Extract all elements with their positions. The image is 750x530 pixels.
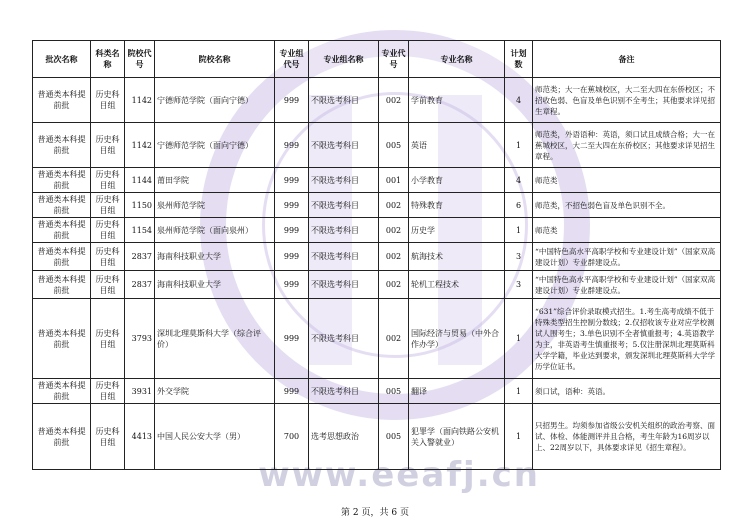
cell-subject-category: 历史科目组 xyxy=(91,123,125,168)
cell-school-code: 2837 xyxy=(125,271,155,299)
cell-notes: 师范类；大一在蕉城校区，大二至大四在东侨校区；不招收色弱、色盲及单色识别不全考生；其他要求详见招生章程。 xyxy=(533,78,721,123)
cell-batch: 普通类本科提前批 xyxy=(33,243,91,271)
cell-major-code: 005 xyxy=(379,123,409,168)
cell-group-code: 999 xyxy=(275,193,309,218)
cell-notes: “631”综合评价录取模式招生。1.考生高考成绩不低于特殊类型招生控制分数线；2.仅招收该专业对应学校测试人围考生；3.单色识别不全者慎重报考；4.英语教学为主，非英语考生慎重报考；5.仅注册深圳北理莫斯科大学学籍，毕业达到要求，颁发深圳北理莫斯科大学学历学位证书。 xyxy=(533,299,721,379)
cell-major-name: 英语 xyxy=(409,123,505,168)
cell-subject-category: 历史科目组 xyxy=(91,243,125,271)
cell-subject-category: 历史科目组 xyxy=(91,168,125,193)
header-school-code: 院校代号 xyxy=(125,41,155,78)
cell-plan-count: 3 xyxy=(505,271,533,299)
cell-batch: 普通类本科提前批 xyxy=(33,78,91,123)
header-notes: 备注 xyxy=(533,41,721,78)
cell-group-name: 选考思想政治 xyxy=(309,404,379,470)
cell-group-code: 999 xyxy=(275,243,309,271)
header-plan-count: 计划数 xyxy=(505,41,533,78)
cell-major-name: 航海技术 xyxy=(409,243,505,271)
cell-school-code: 1142 xyxy=(125,123,155,168)
cell-school-name: 宁德师范学院（面向宁德） xyxy=(155,123,275,168)
cell-school-code: 4413 xyxy=(125,404,155,470)
cell-school-name: 中国人民公安大学（男） xyxy=(155,404,275,470)
cell-school-code: 3793 xyxy=(125,299,155,379)
cell-major-code: 002 xyxy=(379,271,409,299)
header-group-name: 专业组名称 xyxy=(309,41,379,78)
cell-group-code: 999 xyxy=(275,168,309,193)
cell-school-name: 泉州师范学院（面向泉州） xyxy=(155,218,275,243)
cell-group-code: 999 xyxy=(275,271,309,299)
cell-notes: 只招男生。均须参加省级公安机关组织的政治考察、面试、体检、体能测评并且合格，考生年龄为16周岁以上、22周岁以下，具体要求详见《招生章程》。 xyxy=(533,404,721,470)
cell-major-code: 002 xyxy=(379,299,409,379)
header-group-code: 专业组代号 xyxy=(275,41,309,78)
table-header-row xyxy=(33,41,721,78)
cell-notes: “中国特色高水平高职学校和专业建设计划”（国家双高建设计划）专业群建设点。 xyxy=(533,243,721,271)
cell-batch: 普通类本科提前批 xyxy=(33,218,91,243)
cell-school-code: 2837 xyxy=(125,243,155,271)
cell-subject-category: 历史科目组 xyxy=(91,78,125,123)
cell-school-name: 深圳北理莫斯科大学（综合评价） xyxy=(155,299,275,379)
header-subject-category: 科类名称 xyxy=(91,41,125,78)
cell-group-code: 700 xyxy=(275,404,309,470)
cell-major-code: 002 xyxy=(379,218,409,243)
cell-major-code: 005 xyxy=(379,404,409,470)
cell-major-name: 犯罪学（面向铁路公安机关入警就业） xyxy=(409,404,505,470)
cell-school-code: 1154 xyxy=(125,218,155,243)
cell-group-name: 不限选考科目 xyxy=(309,78,379,123)
cell-notes: 师范类 xyxy=(533,218,721,243)
cell-group-code: 999 xyxy=(275,218,309,243)
cell-plan-count: 1 xyxy=(505,379,533,404)
cell-school-name: 泉州师范学院 xyxy=(155,193,275,218)
cell-subject-category: 历史科目组 xyxy=(91,193,125,218)
cell-school-name: 海南科技职业大学 xyxy=(155,271,275,299)
page-footer: 第 2 页，共 6 页 xyxy=(341,508,409,518)
cell-group-name: 不限选考科目 xyxy=(309,243,379,271)
table-row xyxy=(33,243,721,271)
cell-major-name: 历史学 xyxy=(409,218,505,243)
cell-batch: 普通类本科提前批 xyxy=(33,168,91,193)
cell-school-name: 海南科技职业大学 xyxy=(155,243,275,271)
cell-major-code: 002 xyxy=(379,78,409,123)
cell-group-name: 不限选考科目 xyxy=(309,193,379,218)
site-watermark: www.eeafj.cn xyxy=(258,455,540,495)
table-row xyxy=(33,271,721,299)
cell-group-code: 999 xyxy=(275,123,309,168)
cell-notes: 须口试，语种：英语。 xyxy=(533,379,721,404)
cell-major-name: 小学教育 xyxy=(409,168,505,193)
cell-batch: 普通类本科提前批 xyxy=(33,193,91,218)
table-row xyxy=(33,218,721,243)
cell-plan-count: 1 xyxy=(505,123,533,168)
cell-school-name: 莆田学院 xyxy=(155,168,275,193)
cell-notes: “中国特色高水平高职学校和专业建设计划”（国家双高建设计划）专业群建设点。 xyxy=(533,271,721,299)
table-row xyxy=(33,379,721,404)
cell-group-code: 999 xyxy=(275,78,309,123)
cell-batch: 普通类本科提前批 xyxy=(33,299,91,379)
cell-major-code: 002 xyxy=(379,243,409,271)
cell-subject-category: 历史科目组 xyxy=(91,271,125,299)
cell-subject-category: 历史科目组 xyxy=(91,218,125,243)
header-batch: 批次名称 xyxy=(33,41,91,78)
cell-plan-count: 1 xyxy=(505,299,533,379)
cell-school-code: 1144 xyxy=(125,168,155,193)
cell-school-name: 宁德师范学院（面向宁德） xyxy=(155,78,275,123)
cell-group-name: 不限选考科目 xyxy=(309,123,379,168)
cell-group-code: 999 xyxy=(275,379,309,404)
cell-batch: 普通类本科提前批 xyxy=(33,123,91,168)
cell-plan-count: 3 xyxy=(505,243,533,271)
cell-batch: 普通类本科提前批 xyxy=(33,379,91,404)
cell-subject-category: 历史科目组 xyxy=(91,379,125,404)
cell-batch: 普通类本科提前批 xyxy=(33,271,91,299)
cell-plan-count: 1 xyxy=(505,404,533,470)
header-school-name: 院校名称 xyxy=(155,41,275,78)
cell-major-name: 国际经济与贸易（中外合作办学） xyxy=(409,299,505,379)
cell-plan-count: 6 xyxy=(505,193,533,218)
cell-group-name: 不限选考科目 xyxy=(309,379,379,404)
cell-plan-count: 1 xyxy=(505,218,533,243)
cell-major-code: 001 xyxy=(379,168,409,193)
cell-school-name: 外交学院 xyxy=(155,379,275,404)
cell-subject-category: 历史科目组 xyxy=(91,299,125,379)
cell-major-code: 005 xyxy=(379,379,409,404)
table-row xyxy=(33,123,721,168)
enrollment-plan-table xyxy=(32,40,721,470)
table-row xyxy=(33,168,721,193)
cell-notes: 师范类 xyxy=(533,168,721,193)
cell-plan-count: 4 xyxy=(505,78,533,123)
header-major-name: 专业名称 xyxy=(409,41,505,78)
cell-group-name: 不限选考科目 xyxy=(309,271,379,299)
table-row xyxy=(33,404,721,470)
cell-subject-category: 历史科目组 xyxy=(91,404,125,470)
table-row xyxy=(33,78,721,123)
cell-major-name: 学前教育 xyxy=(409,78,505,123)
cell-group-name: 不限选考科目 xyxy=(309,299,379,379)
cell-notes: 师范类，不招色弱色盲及单色识别不全。 xyxy=(533,193,721,218)
cell-plan-count: 4 xyxy=(505,168,533,193)
cell-major-name: 轮机工程技术 xyxy=(409,271,505,299)
cell-notes: 师范类，外语语种：英语，须口试且成绩合格；大一在蕉城校区，大二至大四在东侨校区；其他要求详见招生章程。 xyxy=(533,123,721,168)
cell-batch: 普通类本科提前批 xyxy=(33,404,91,470)
cell-major-name: 翻译 xyxy=(409,379,505,404)
cell-group-name: 不限选考科目 xyxy=(309,168,379,193)
cell-group-name: 不限选考科目 xyxy=(309,218,379,243)
cell-group-code: 999 xyxy=(275,299,309,379)
table-row xyxy=(33,299,721,379)
header-major-code: 专业代号 xyxy=(379,41,409,78)
table-row xyxy=(33,193,721,218)
cell-major-code: 002 xyxy=(379,193,409,218)
cell-school-code: 3931 xyxy=(125,379,155,404)
cell-school-code: 1150 xyxy=(125,193,155,218)
cell-school-code: 1142 xyxy=(125,78,155,123)
cell-major-name: 特殊教育 xyxy=(409,193,505,218)
